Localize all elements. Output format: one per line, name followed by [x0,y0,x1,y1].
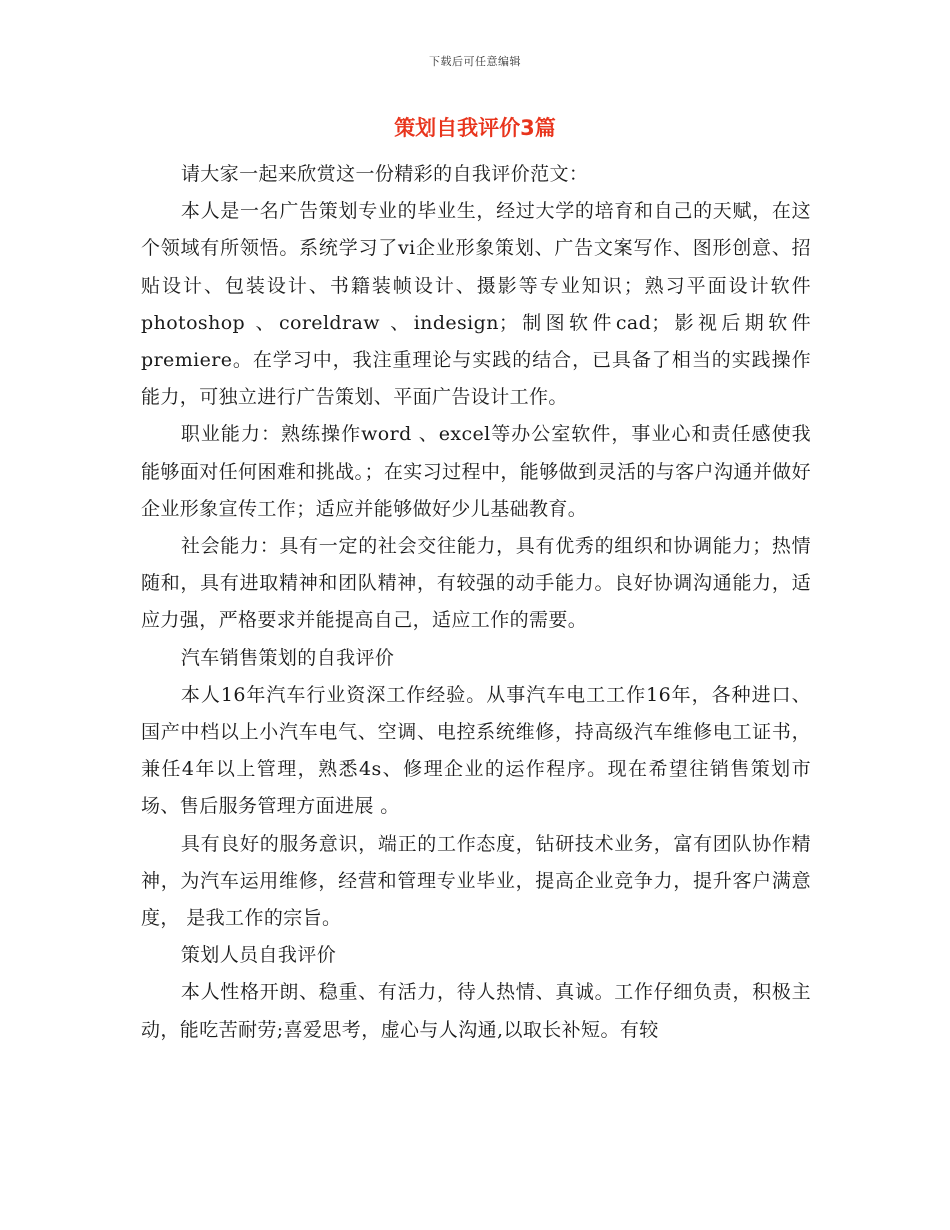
document-title: 策划自我评价3篇 [394,116,556,140]
header-note: 下载后可任意编辑 [429,55,521,68]
paragraph-car-experience: 本人16年汽车行业资深工作经验。从事汽车电工工作16年，各种进口、国产中档以上小汽车电气、空调、电控系统维修，持高级汽车维修电工证书，兼任4年以上管理，熟悉4s、修理企业的运作程序。现在希望往销售策划市场、售后服务管理方面进展 。 [141,683,811,818]
document-body [141,156,811,1049]
paragraph-personality: 本人性格开朗、稳重、有活力，待人热情、真诚。工作仔细负责，积极主动，能吃苦耐劳;喜爱思考，虚心与人沟通,以取长补短。有较 [141,981,811,1041]
paragraph-self-description: 本人是一名广告策划专业的毕业生，经过大学的培育和自己的天赋，在这个领域有所领悟。系统学习了vi企业形象策划、广告文案写作、图形创意、招贴设计、包装设计、书籍装帧设计、摄影等专业知识；熟习平面设计软件photoshop 、coreldraw 、indesign；制图软件cad；影视后期软件premiere。在学习中，我注重理论与实践的结合，已具备了相当的实践操作能力，可独立进行广告策划、平面广告设计工作。 [141,200,811,409]
section-heading-car-sales: 汽车销售策划的自我评价 [180,646,395,669]
paragraph-service-attitude: 具有良好的服务意识，端正的工作态度，钻研技术业务，富有团队协作精神，为汽车运用维修，经营和管理专业毕业，提高企业竞争力，提升客户满意度， 是我工作的宗旨。 [141,832,811,930]
section-heading-planner: 策划人员自我评价 [180,944,337,967]
paragraph-social-ability: 社会能力：具有一定的社会交往能力，具有优秀的组织和协调能力；热情随和，具有进取精神和团队精神，有较强的动手能力。良好协调沟通能力，适应力强，严格要求并能提高自己，适应工作的需要。 [141,535,811,632]
paragraph-professional-ability: 职业能力：熟练操作word 、excel等办公室软件，事业心和责任感使我能够面对任何困难和挑战。；在实习过程中，能够做到灵活的与客户沟通并做好企业形象宣传工作；适应并能够做好少儿基础教育。 [141,423,811,520]
paragraph-intro: 请大家一起来欣赏这一份精彩的自我评价范文： [180,163,589,185]
